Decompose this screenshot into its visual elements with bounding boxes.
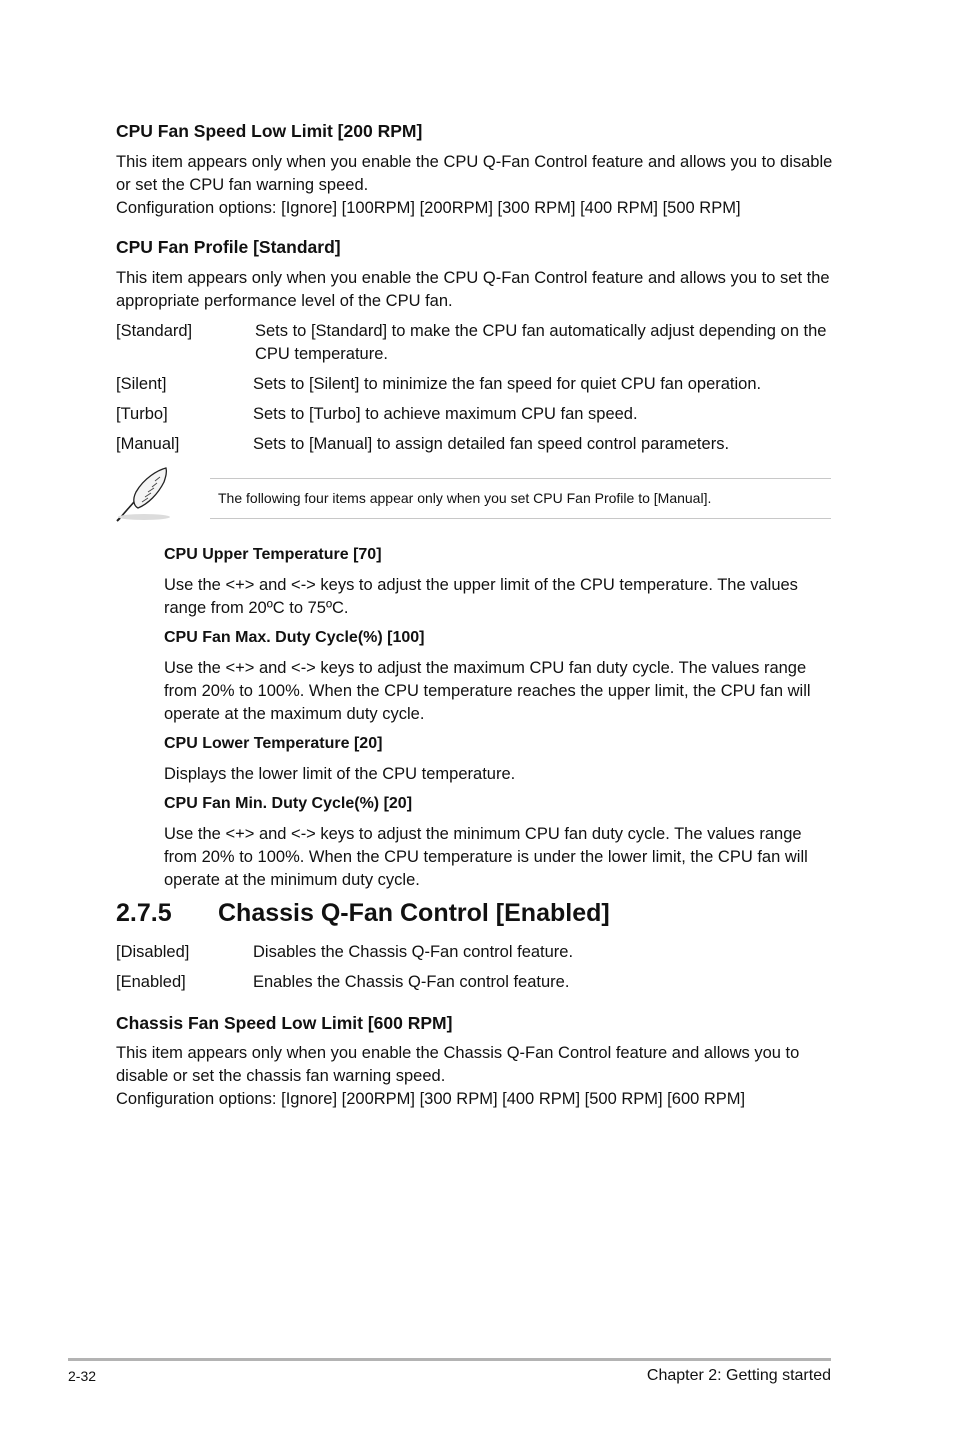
note-text: The following four items appear only when you set CPU Fan Profile to [Manual].: [218, 490, 712, 506]
chapter-title: Chapter 2: Getting started: [646, 1367, 831, 1384]
paragraph: Use the <+> and <-> keys to adjust the maximum CPU fan duty cycle. The values range from 20% to 100%. When the CPU temperature reaches the upper limit, the CPU fan will operate at the maximum duty cycle.: [164, 659, 811, 723]
section-heading-cpu-fan-speed-low-limit: CPU Fan Speed Low Limit [200 RPM]: [116, 121, 423, 141]
option-label-manual: [Manual]: [116, 435, 180, 453]
section-number: 2.7.5: [116, 899, 172, 927]
page-number: 2-32: [68, 1368, 97, 1384]
option-label-enabled: [Enabled]: [116, 973, 186, 991]
config-options-text: Configuration options: [Ignore] [100RPM] [200RPM] [300 RPM] [400 RPM] [500 RPM]: [116, 199, 741, 217]
subitem-heading-cpu-lower-temperature: CPU Lower Temperature [20]: [164, 735, 383, 752]
note-divider-bottom: [210, 518, 831, 519]
paragraph: This item appears only when you enable the Chassis Q-Fan Control feature and allows you to disable or set the chassis fan warning speed.: [116, 1044, 800, 1085]
paragraph: Use the <+> and <-> keys to adjust the upper limit of the CPU temperature. The values range from 20ºC to 75ºC.: [164, 576, 798, 617]
option-label-turbo: [Turbo]: [116, 405, 168, 423]
subitem-heading-cpu-fan-min-duty-cycle: CPU Fan Min. Duty Cycle(%) [20]: [164, 795, 413, 812]
section-heading-chassis-fan-speed-low-limit: Chassis Fan Speed Low Limit [600 RPM]: [116, 1013, 453, 1033]
option-label-disabled: [Disabled]: [116, 943, 190, 961]
paragraph: This item appears only when you enable the CPU Q-Fan Control feature and allows you to set the appropriate performance level of the CPU fan.: [116, 269, 830, 310]
option-description: Sets to [Standard] to make the CPU fan automatically adjust depending on the CPU temperature.: [255, 322, 827, 363]
subitem-heading-cpu-fan-max-duty-cycle: CPU Fan Max. Duty Cycle(%) [100]: [164, 629, 425, 646]
feather-pen-icon: [114, 464, 174, 522]
paragraph: Displays the lower limit of the CPU temperature.: [164, 765, 516, 783]
footer-divider: [68, 1358, 831, 1361]
option-label-silent: [Silent]: [116, 375, 167, 393]
paragraph: Use the <+> and <-> keys to adjust the minimum CPU fan duty cycle. The values range from 20% to 100%. When the CPU temperature is under the lower limit, the CPU fan will operate at the minimum duty cycle.: [164, 825, 808, 889]
option-description: Sets to [Turbo] to achieve maximum CPU fan speed.: [253, 405, 638, 423]
option-description: Sets to [Manual] to assign detailed fan speed control parameters.: [253, 435, 730, 453]
option-label-standard: [Standard]: [116, 322, 193, 340]
section-title: Chassis Q-Fan Control [Enabled]: [218, 899, 610, 927]
option-description: Disables the Chassis Q-Fan control feature.: [253, 943, 574, 961]
config-options-text: Configuration options: [Ignore] [200RPM] [300 RPM] [400 RPM] [500 RPM] [600 RPM]: [116, 1090, 746, 1108]
note-divider-top: [210, 478, 831, 479]
option-description: Sets to [Silent] to minimize the fan speed for quiet CPU fan operation.: [253, 375, 762, 393]
paragraph: This item appears only when you enable the CPU Q-Fan Control feature and allows you to disable or set the CPU fan warning speed.: [116, 153, 833, 194]
option-description: Enables the Chassis Q-Fan control feature.: [253, 973, 570, 991]
section-heading-cpu-fan-profile: CPU Fan Profile [Standard]: [116, 237, 341, 257]
subitem-heading-cpu-upper-temperature: CPU Upper Temperature [70]: [164, 546, 382, 563]
